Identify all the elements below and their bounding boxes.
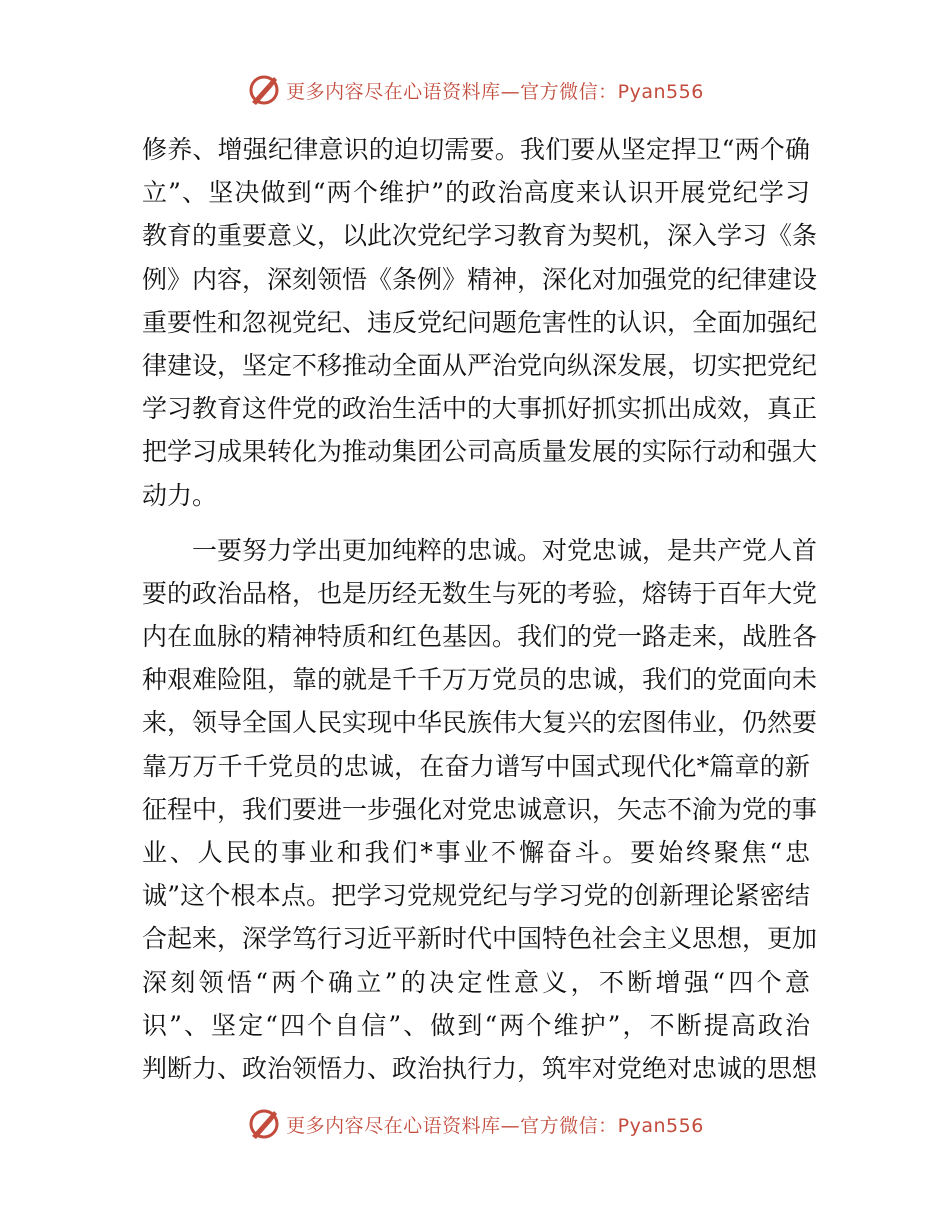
text-line: 修养、增强纪律意识的迫切需要。我们要从坚定捍卫“两个确 xyxy=(142,135,810,164)
text-line: 靠万万千千党员的忠诚，在奋力谱写中国式现代化*篇章的新 xyxy=(142,751,810,781)
pen-logo-icon xyxy=(246,1106,282,1142)
text-line: 要的政治品格，也是历经无数生与死的考验，熔铸于百年大党 xyxy=(142,578,818,608)
text-line: 把学习成果转化为推动集团公司高质量发展的实际行动和强大 xyxy=(142,437,818,467)
text-line: 来，领导全国人民实现中华民族伟大复兴的宏图伟业，仍然要 xyxy=(142,708,818,738)
banner-text: 更多内容尽在心语资料库—官方微信：Pyan556 xyxy=(286,80,704,103)
paragraph-gap xyxy=(142,517,810,529)
text-line: 例》内容，深刻领悟《条例》精神，深化对加强党的纪律建设 xyxy=(142,264,818,294)
text-line: 深刻领悟“两个确立”的决定性意义，不断增强“四个意 xyxy=(142,967,810,997)
text-line: 学习教育这件党的政治生活中的大事抓好抓实抓出成效，真正 xyxy=(142,394,818,424)
text-line: 立”、坚决做到“两个维护”的政治高度来认识开展党纪学习 xyxy=(142,178,810,208)
banner-text: 更多内容尽在心语资料库—官方微信：Pyan556 xyxy=(286,1114,704,1137)
text-line-indented: 一要努力学出更加纯粹的忠诚。对党忠诚，是共产党人首 xyxy=(192,535,818,565)
text-line: 征程中，我们要进一步强化对党忠诚意识，矢志不渝为党的事 xyxy=(142,794,818,824)
text-line: 业、人民的事业和我们*事业不懈奋斗。要始终聚焦“忠 xyxy=(142,838,810,867)
text-line: 内在血脉的精神特质和红色基因。我们的党一路走来，战胜各 xyxy=(142,622,818,652)
paragraph-2 xyxy=(142,529,818,1090)
text-line: 教育的重要意义，以此次党纪学习教育为契机，深入学习《条 xyxy=(142,221,818,251)
document-body xyxy=(142,128,818,1090)
paragraph-1 xyxy=(142,128,818,517)
text-line: 种艰难险阻，靠的就是千千万万党员的忠诚，我们的党面向未 xyxy=(142,665,818,695)
pen-logo-icon xyxy=(246,72,282,108)
text-line: 重要性和忽视党纪、违反党纪问题危害性的认识，全面加强纪 xyxy=(142,307,818,337)
text-line: 动力。 xyxy=(142,480,218,510)
text-line: 律建设，坚定不移推动全面从严治党向纵深发展，切实把党纪 xyxy=(142,350,818,380)
text-line: 合起来，深学笃行习近平新时代中国特色社会主义思想，更加 xyxy=(142,924,818,954)
header-banner xyxy=(0,70,950,110)
text-line: 诚”这个根本点。把学习党规党纪与学习党的创新理论紧密结 xyxy=(142,881,810,911)
text-line: 判断力、政治领悟力、政治执行力，筑牢对党绝对忠诚的思想 xyxy=(142,1053,818,1083)
footer-banner xyxy=(0,1104,950,1144)
text-line: 识”、坚定“四个自信”、做到“两个维护”，不断提高政治 xyxy=(142,1010,810,1040)
